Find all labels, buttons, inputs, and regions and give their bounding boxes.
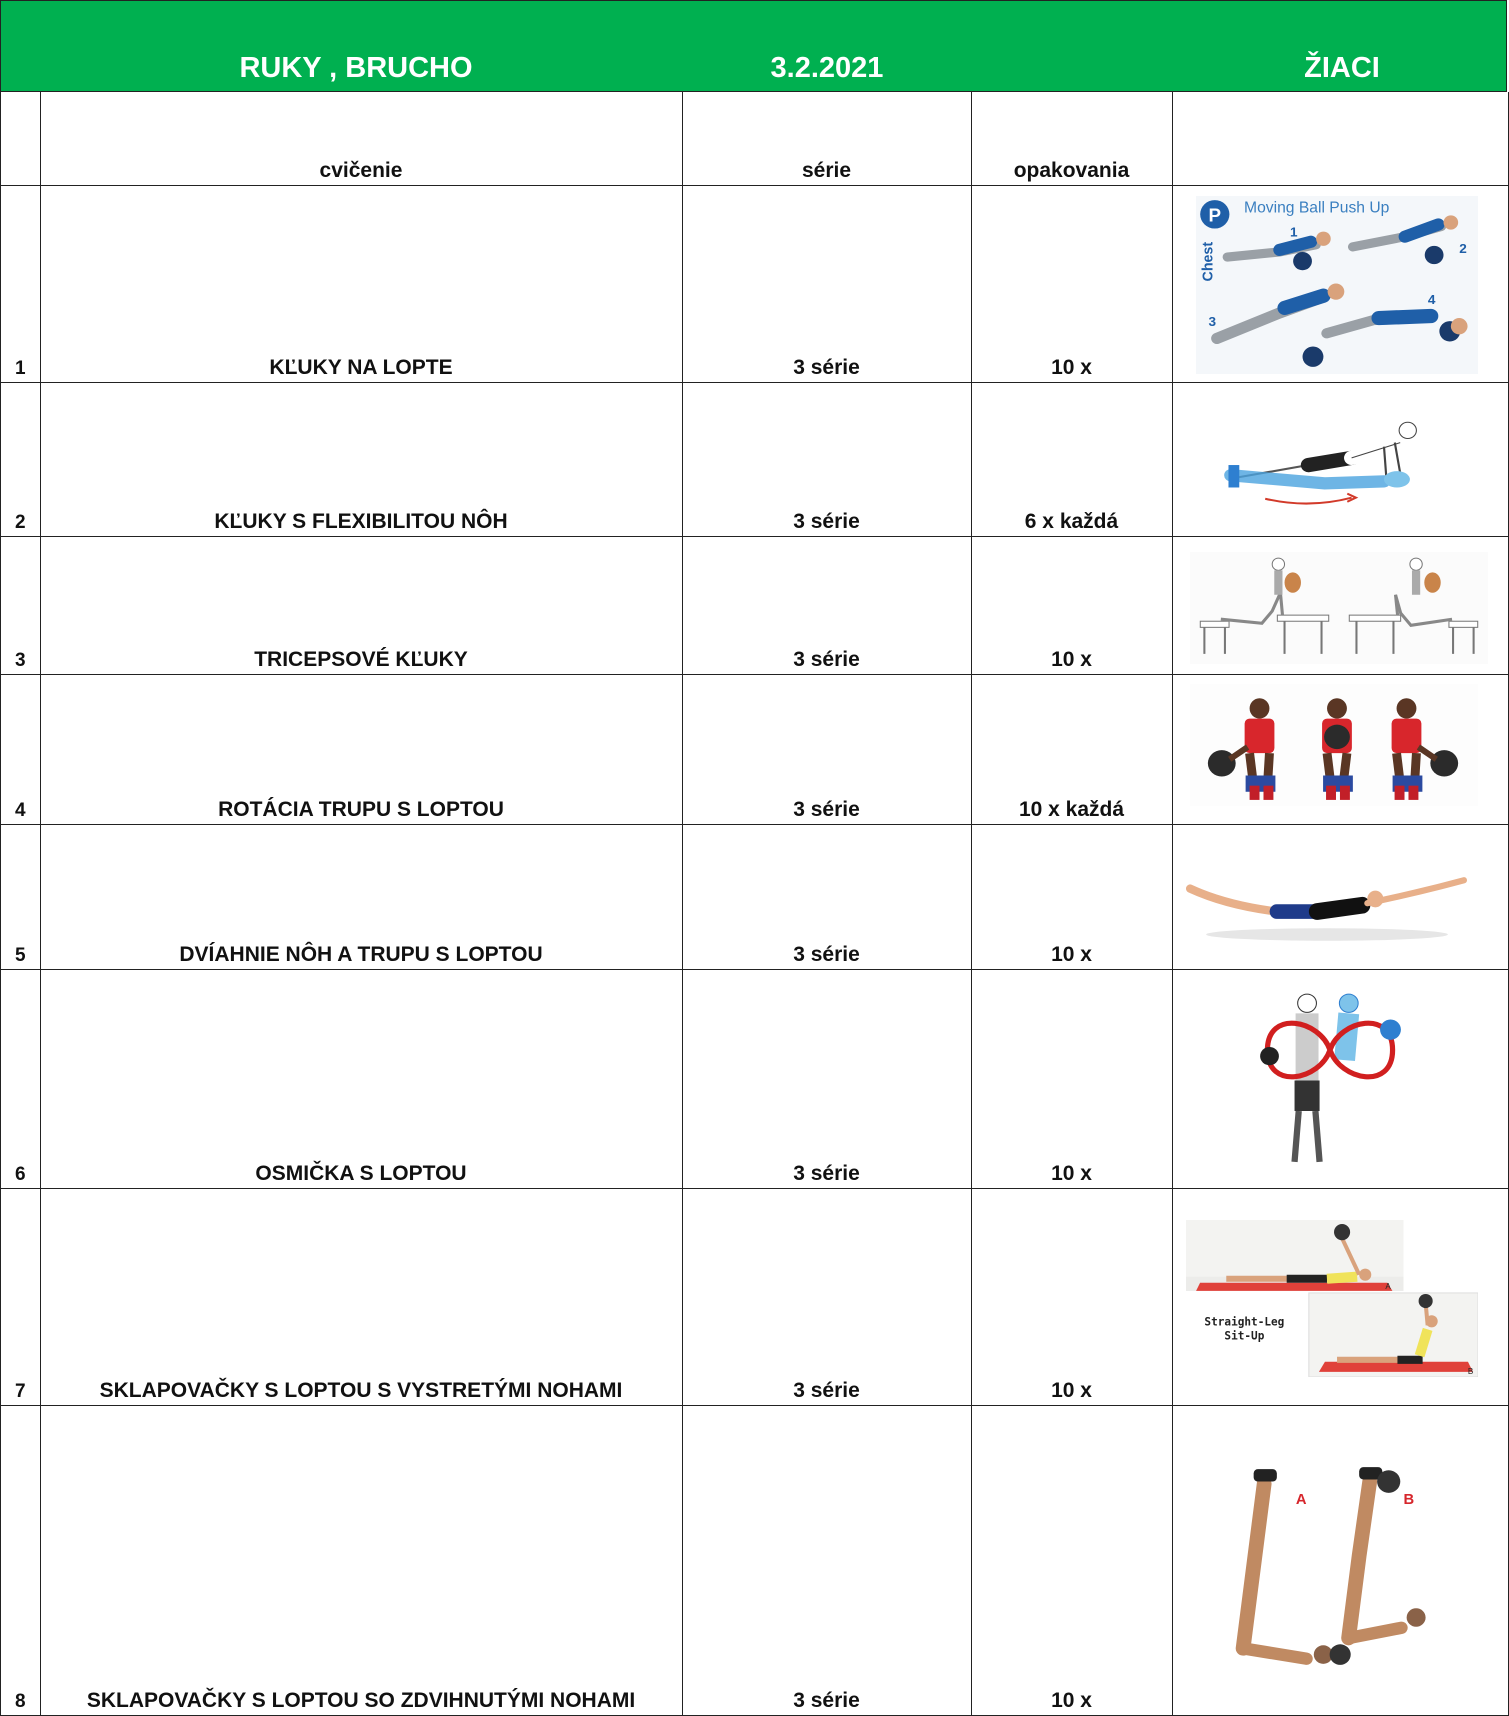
series-value: 3 série [793, 943, 860, 966]
header-title: RUKY , BRUCHO [239, 52, 473, 84]
header-date: 3.2.2021 [770, 52, 884, 84]
row-number: 4 [15, 800, 26, 821]
series-value: 3 série [793, 648, 860, 671]
col-header-exercise: cvičenie [40, 92, 683, 186]
table-row [0, 674, 1509, 825]
svg-text:1: 1 [1290, 224, 1298, 240]
row-number: 1 [15, 358, 26, 379]
col-header-image [1172, 92, 1509, 186]
table-row [0, 824, 1509, 970]
svg-text:B: B [1403, 1492, 1415, 1509]
svg-text:Sit-Up: Sit-Up [1224, 1329, 1265, 1343]
exercise-name: DVÍAHNIE NÔH A TRUPU S LOPTOU [179, 943, 543, 966]
exercise-name: SKLAPOVAČKY S LOPTOU S VYSTRETÝMI NOHAMI [99, 1379, 623, 1402]
svg-text:2: 2 [1459, 241, 1467, 256]
reps-value: 10 x každá [1018, 798, 1125, 821]
svg-text:B: B [1467, 1366, 1474, 1376]
reps-value: 10 x [1051, 1689, 1092, 1712]
reps-value: 10 x [1051, 648, 1092, 671]
straight-leg-situp-image [1186, 1220, 1478, 1377]
table-row [0, 1188, 1509, 1406]
table-row [0, 186, 1509, 383]
exercise-name: KĽUKY NA LOPTE [269, 356, 453, 379]
row-number: 2 [15, 512, 26, 533]
push-up-leg-flex-image [1222, 412, 1438, 514]
table-row [0, 1405, 1509, 1716]
table-row [0, 969, 1509, 1189]
exercise-name: OSMIČKA S LOPTOU [255, 1162, 467, 1185]
col-header-series: série [682, 92, 972, 186]
row-number: 7 [15, 1381, 26, 1402]
svg-text:P: P [1208, 204, 1222, 226]
column-header-row [0, 92, 1509, 186]
exercise-name: ROTÁCIA TRUPU S LOPTOU [218, 798, 504, 821]
exercise-name: TRICEPSOVÉ KĽUKY [254, 648, 468, 671]
svg-text:Moving Ball Push Up: Moving Ball Push Up [1244, 199, 1390, 217]
svg-text:4: 4 [1427, 291, 1436, 307]
header-group: ŽIACI [1304, 52, 1380, 84]
svg-text:3: 3 [1208, 314, 1217, 330]
row-number: 5 [15, 945, 26, 966]
series-value: 3 série [793, 356, 860, 379]
russian-twist-image [1190, 684, 1478, 806]
series-value: 3 série [793, 1162, 860, 1185]
svg-text:A: A [1385, 1281, 1391, 1291]
series-value: 3 série [793, 1379, 860, 1402]
exercise-name: KĽUKY S FLEXIBILITOU NÔH [214, 510, 508, 533]
table-row [0, 382, 1509, 537]
series-value: 3 série [793, 1689, 860, 1712]
series-value: 3 série [793, 510, 860, 533]
reps-value: 10 x [1051, 356, 1092, 379]
row-number: 8 [15, 1691, 26, 1712]
row-number: 3 [15, 650, 26, 671]
moving-ball-push-up-image [1196, 196, 1478, 374]
series-value: 3 série [793, 798, 860, 821]
reps-value: 10 x [1051, 943, 1092, 966]
bench-dips-image [1190, 552, 1488, 664]
figure-eight-image [1257, 989, 1403, 1172]
reps-value: 6 x každá [1024, 510, 1119, 533]
col-header-reps: opakovania [971, 92, 1173, 186]
exercise-name: SKLAPOVAČKY S LOPTOU SO ZDVIHNUTÝMI NOHAMI [86, 1689, 636, 1712]
raised-leg-crunch-image [1222, 1463, 1433, 1669]
reps-value: 10 x [1051, 1162, 1092, 1185]
svg-text:Straight-Leg: Straight-Leg [1204, 1315, 1285, 1329]
svg-text:A: A [1295, 1492, 1307, 1509]
superman-image [1186, 874, 1468, 947]
table-row [0, 536, 1509, 675]
header-bar [0, 0, 1507, 92]
row-number: 6 [15, 1164, 26, 1185]
svg-text:Chest: Chest [1200, 241, 1217, 282]
reps-value: 10 x [1051, 1379, 1092, 1402]
